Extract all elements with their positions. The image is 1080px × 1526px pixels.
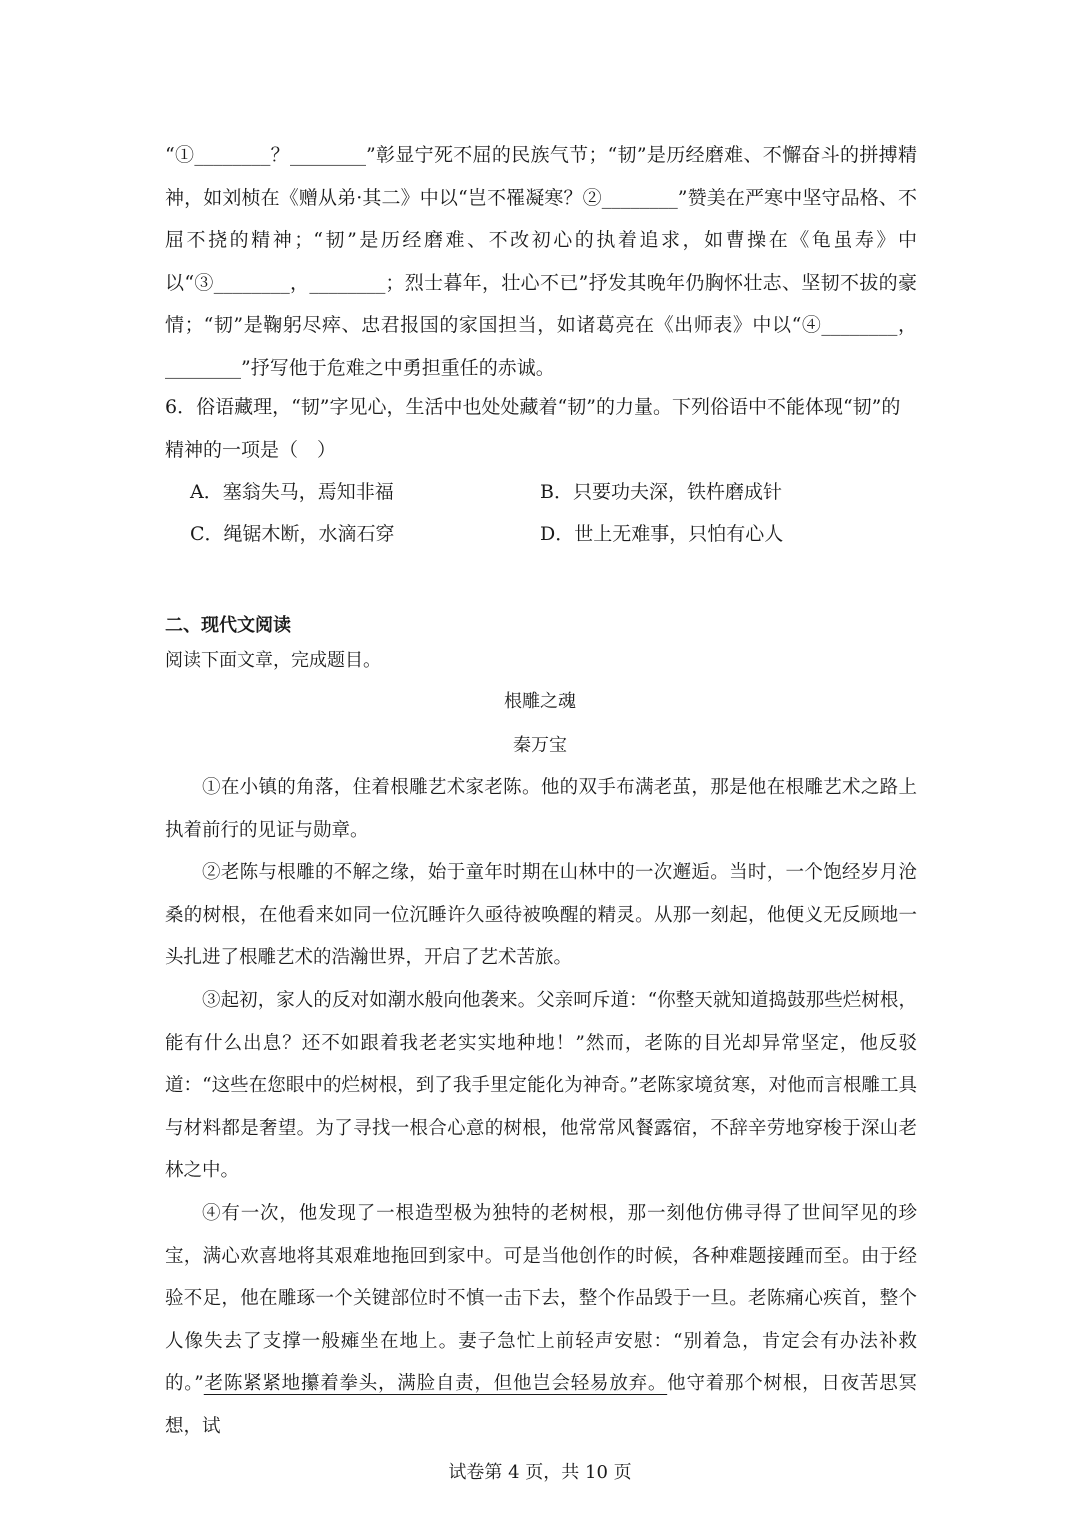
article-paragraph-3: ③起初，家人的反对如潮水般向他袭来。父亲呵斥道：“你整天就知道捣鼓那些烂树根，能有什么出息？还不如跟着我老老实实地种地！”然而，老陈的目光却异常坚定，他反驳道：“这些在您眼中的烂树根，到了我手里定能化为神奇。”老陈家境贫寒，对他而言根雕工具与材料都是奢望。为了寻找一根合心意的树根，他常常风餐露宿，不辞辛劳地穿梭于深山老林之中。	[165, 990, 917, 1181]
paragraph-4-tail: 他守着那个树根，日夜苦思冥想，试	[165, 1373, 917, 1437]
underlined-sentence: 老陈紧紧地攥着拳头，满脸自责，但他岂会轻易放弃。	[203, 1373, 668, 1394]
option-d: D．世上无难事，只怕有心人	[540, 523, 784, 545]
option-b: B．只要功夫深，铁杵磨成针	[540, 481, 782, 503]
article-title: 根雕之魂	[504, 691, 576, 712]
article-author: 秦万宝	[513, 735, 567, 756]
article-paragraph-1: ①在小镇的角落，住着根雕艺术家老陈。他的双手布满老茧，那是他在根雕艺术之路上执着前行的见证与勋章。	[165, 777, 917, 841]
paragraph-4-text: ④有一次，他发现了一根造型极为独特的老树根，那一刻他仿佛寻得了世间罕见的珍宝，满心欢喜地将其艰难地拖回到家中。可是当他创作的时候，各种难题接踵而至。由于经验不足，他在雕琢一个关键部位时不慎一击下去，整个作品毁于一旦。老陈痛心疾首，整个人像失去了支撑一般瘫坐在地上。妻子急忙上前轻声安慰：“别着急，肯定会有办法补救的。”	[165, 1203, 917, 1394]
option-c: C．绳锯木断，水滴石穿	[190, 523, 395, 545]
article-paragraph-4	[165, 1193, 917, 1448]
page-footer: 试卷第 4 页，共 10 页	[448, 1462, 632, 1483]
question-5-text: “①________？________”彰显宁死不屈的民族气节；“韧”是历经磨难、不懈奋斗的拼搏精神，如刘桢在《赠从弟·其二》中以“岂不罹凝寒？②________”赞美在严寒中坚守品格、不屈不挠的精神；“韧”是历经磨难、不改初心的执着追求，如曹操在《龟虽寿》中以“③________，________；烈士暮年，壮心不已”抒发其晚年仍胸怀壮志、坚韧不拔的豪情；“韧”是鞠躬尽瘁、忠君报国的家国担当，如诸葛亮在《出师表》中以“④________，________”抒写他于危难之中勇担重任的赤诚。	[165, 144, 917, 379]
section-heading: 二、现代文阅读	[165, 615, 291, 636]
option-a: A．塞翁失马，焉知非福	[190, 481, 394, 503]
article-paragraph-2: ②老陈与根雕的不解之缘，始于童年时期在山林中的一次邂逅。当时，一个饱经岁月沧桑的树根，在他看来如同一位沉睡许久亟待被唤醒的精灵。从那一刻起，他便义无反顾地一头扎进了根雕艺术的浩瀚世界，开启了艺术苦旅。	[165, 862, 917, 968]
section-instruction: 阅读下面文章，完成题目。	[165, 650, 381, 671]
question-6-stem: 6．俗语藏理，“韧”字见心，生活中也处处藏着“韧”的力量。下列俗语中不能体现“韧”的精神的一项是（ ）	[165, 396, 901, 461]
